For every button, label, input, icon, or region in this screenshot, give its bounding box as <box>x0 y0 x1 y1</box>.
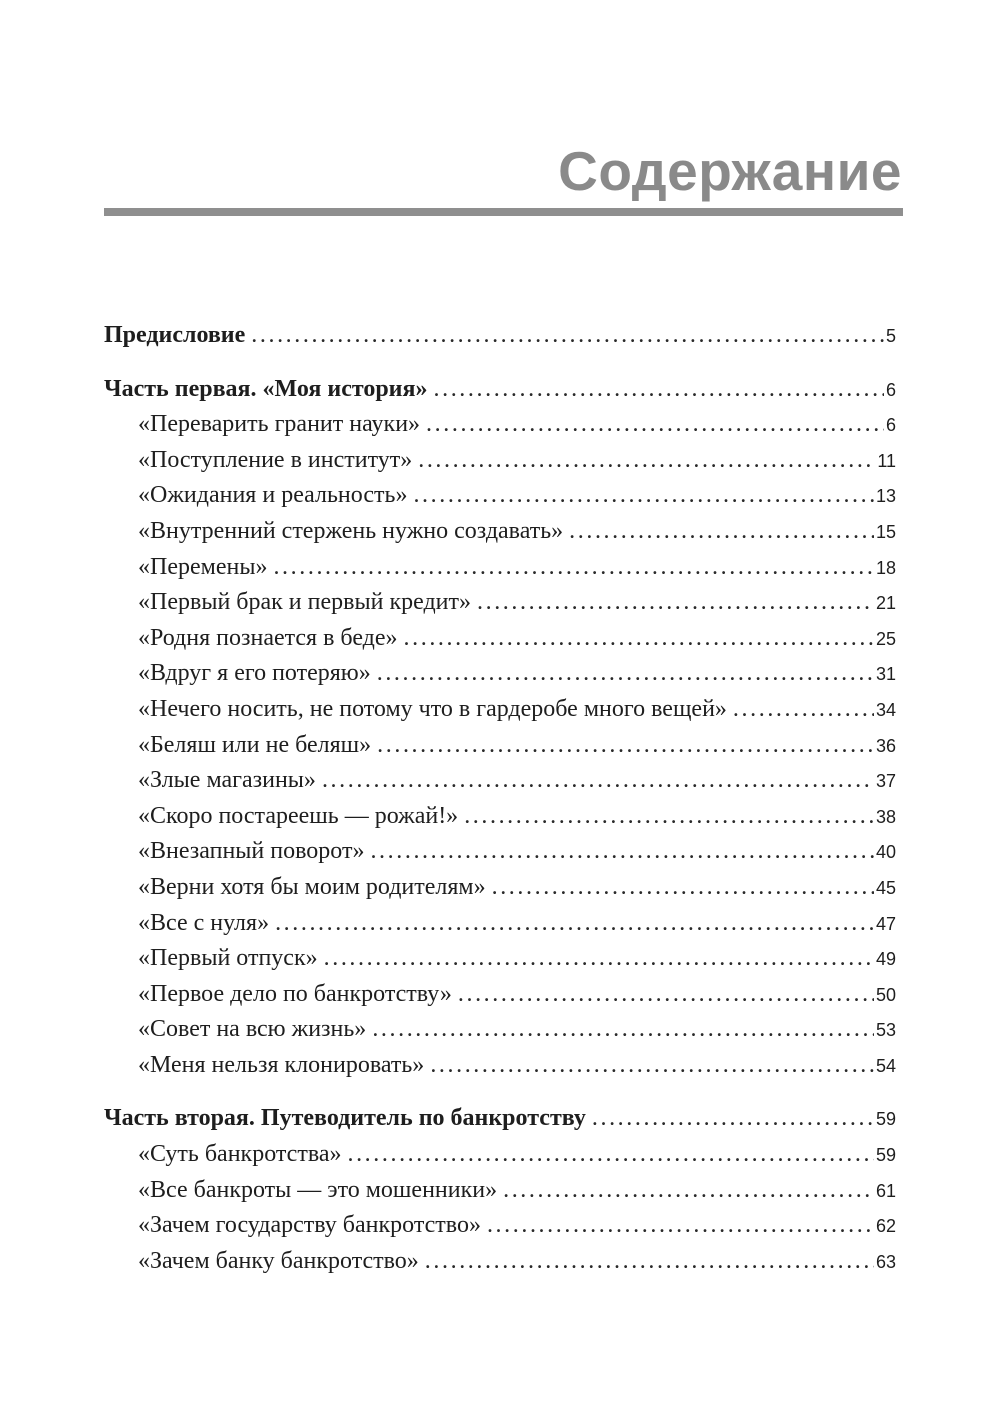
toc-entry[interactable] <box>104 514 896 550</box>
dot-leader <box>377 656 874 692</box>
toc-entry-part-1[interactable] <box>104 372 896 408</box>
dot-leader <box>434 372 884 408</box>
toc-entry[interactable] <box>104 1137 896 1173</box>
page-title: Содержание <box>558 140 902 202</box>
toc-entry-page: 6 <box>885 379 896 400</box>
toc-entry[interactable] <box>104 692 896 728</box>
toc-entry-page: 45 <box>875 877 896 898</box>
toc-entry[interactable] <box>104 834 896 870</box>
dot-leader <box>418 443 875 479</box>
toc-entry-label: «Беляш или не беляш» <box>138 731 372 758</box>
toc-entry-page: 5 <box>885 326 896 346</box>
toc-entry-label: «Поступление в институт» <box>138 446 413 473</box>
toc-entry-part-2[interactable] <box>104 1101 896 1137</box>
toc-entry-label: «Первый отпуск» <box>138 945 318 972</box>
toc-entry-label: «Суть банкротства» <box>138 1141 342 1168</box>
dot-leader <box>426 407 884 443</box>
dot-leader <box>370 834 874 870</box>
toc-entry[interactable] <box>104 443 896 479</box>
toc-section-preface <box>104 318 896 354</box>
toc-entry-label: «Переварить гранит науки» <box>138 411 421 438</box>
toc-entry-label: «Первый брак и первый кредит» <box>138 589 471 616</box>
table-of-contents <box>104 318 896 1279</box>
toc-entry[interactable] <box>104 407 896 443</box>
toc-entry-label: «Меня нельзя клонировать» <box>138 1051 425 1078</box>
dot-leader <box>492 870 874 906</box>
toc-section-part-1 <box>104 372 896 1084</box>
dot-leader <box>413 478 874 514</box>
toc-entry-page: 59 <box>875 1109 896 1130</box>
toc-entry-label: «Внезапный поворот» <box>138 838 365 865</box>
toc-entry-label: «Все банкроты — это мошенники» <box>138 1176 498 1203</box>
toc-entry-label: «Родня познается в беде» <box>138 624 398 651</box>
dot-leader <box>430 1048 874 1084</box>
toc-entry-page: 11 <box>877 450 896 471</box>
dot-leader <box>503 1173 874 1209</box>
toc-entry[interactable] <box>104 941 896 977</box>
toc-entry[interactable] <box>104 1048 896 1084</box>
toc-entry-label: «Зачем государству банкротство» <box>138 1212 481 1239</box>
toc-entry-page: 63 <box>875 1251 896 1272</box>
toc-entry[interactable] <box>104 1173 896 1209</box>
toc-entry[interactable] <box>104 906 896 942</box>
toc-entry-page: 18 <box>875 557 896 578</box>
dot-leader <box>425 1244 874 1280</box>
toc-entry-page: 54 <box>875 1055 896 1076</box>
toc-entry-page: 36 <box>875 735 896 756</box>
toc-entry[interactable] <box>104 870 896 906</box>
toc-entry-label: Предисловие <box>104 322 246 348</box>
toc-entry-page: 37 <box>875 771 896 792</box>
toc-entry[interactable] <box>104 656 896 692</box>
toc-entry-page: 31 <box>875 664 896 685</box>
toc-entry-label: Часть первая. «Моя история» <box>104 375 428 402</box>
toc-entry-page: 40 <box>875 842 896 863</box>
toc-entry-page: 21 <box>875 593 896 614</box>
dot-leader <box>273 550 874 586</box>
toc-entry-page: 6 <box>885 415 896 436</box>
toc-entry[interactable] <box>104 1244 896 1280</box>
toc-entry[interactable] <box>104 1012 896 1048</box>
toc-entry-page: 62 <box>875 1216 896 1237</box>
toc-entry-page: 47 <box>875 913 896 934</box>
toc-entry[interactable] <box>104 478 896 514</box>
toc-entry-page: 15 <box>875 521 896 542</box>
toc-entry-label: Часть вторая. Путеводитель по банкротству <box>104 1105 586 1132</box>
toc-entry-page: 13 <box>875 486 896 507</box>
toc-entry[interactable] <box>104 550 896 586</box>
title-rule <box>104 208 903 216</box>
toc-entry[interactable] <box>104 585 896 621</box>
dot-leader <box>569 514 874 550</box>
toc-entry-label: «Вдруг я его потеряю» <box>138 660 371 687</box>
toc-entry[interactable] <box>104 728 896 764</box>
toc-entry-preface[interactable] <box>104 318 896 354</box>
dot-leader <box>458 977 874 1013</box>
dot-leader <box>592 1101 874 1137</box>
dot-leader <box>733 692 874 728</box>
toc-section-part-2 <box>104 1101 896 1279</box>
toc-entry-label: «Перемены» <box>138 553 268 580</box>
toc-entry[interactable] <box>104 621 896 657</box>
toc-entry-label: «Совет на всю жизнь» <box>138 1016 367 1043</box>
toc-entry-page: 25 <box>875 628 896 649</box>
toc-entry[interactable] <box>104 977 896 1013</box>
dot-leader <box>464 799 874 835</box>
toc-entry-page: 61 <box>875 1180 896 1201</box>
toc-entry-label: «Скоро постареешь — рожай!» <box>138 802 459 829</box>
dot-leader <box>251 318 884 354</box>
dot-leader <box>377 728 874 764</box>
dot-leader <box>372 1012 874 1048</box>
toc-entry-label: «Злые магазины» <box>138 767 316 794</box>
toc-entry-page: 50 <box>875 984 896 1005</box>
toc-entry[interactable] <box>104 799 896 835</box>
toc-entry-label: «Нечего носить, не потому что в гардеробе много вещей» <box>138 695 727 722</box>
toc-entry-page: 59 <box>875 1145 896 1166</box>
toc-entry-label: «Зачем банку банкротство» <box>138 1247 419 1274</box>
dot-leader <box>487 1208 874 1244</box>
toc-entry-label: «Все с нуля» <box>138 909 270 936</box>
toc-entry-page: 49 <box>875 949 896 970</box>
toc-entry[interactable] <box>104 1208 896 1244</box>
toc-entry-label: «Верни хотя бы моим родителям» <box>138 873 486 900</box>
toc-entry-label: «Первое дело по банкротству» <box>138 980 452 1007</box>
dot-leader <box>347 1137 873 1173</box>
dot-leader <box>477 585 874 621</box>
toc-entry-page: 34 <box>875 699 896 720</box>
toc-entry-label: «Ожидания и реальность» <box>138 482 408 509</box>
toc-entry-page: 53 <box>875 1020 896 1041</box>
dot-leader <box>275 906 874 942</box>
toc-entry-label: «Внутренний стержень нужно создавать» <box>138 517 564 544</box>
dot-leader <box>322 763 874 799</box>
toc-entry[interactable] <box>104 763 896 799</box>
dot-leader <box>324 941 874 977</box>
toc-entry-page: 38 <box>875 806 896 827</box>
dot-leader <box>404 621 874 657</box>
